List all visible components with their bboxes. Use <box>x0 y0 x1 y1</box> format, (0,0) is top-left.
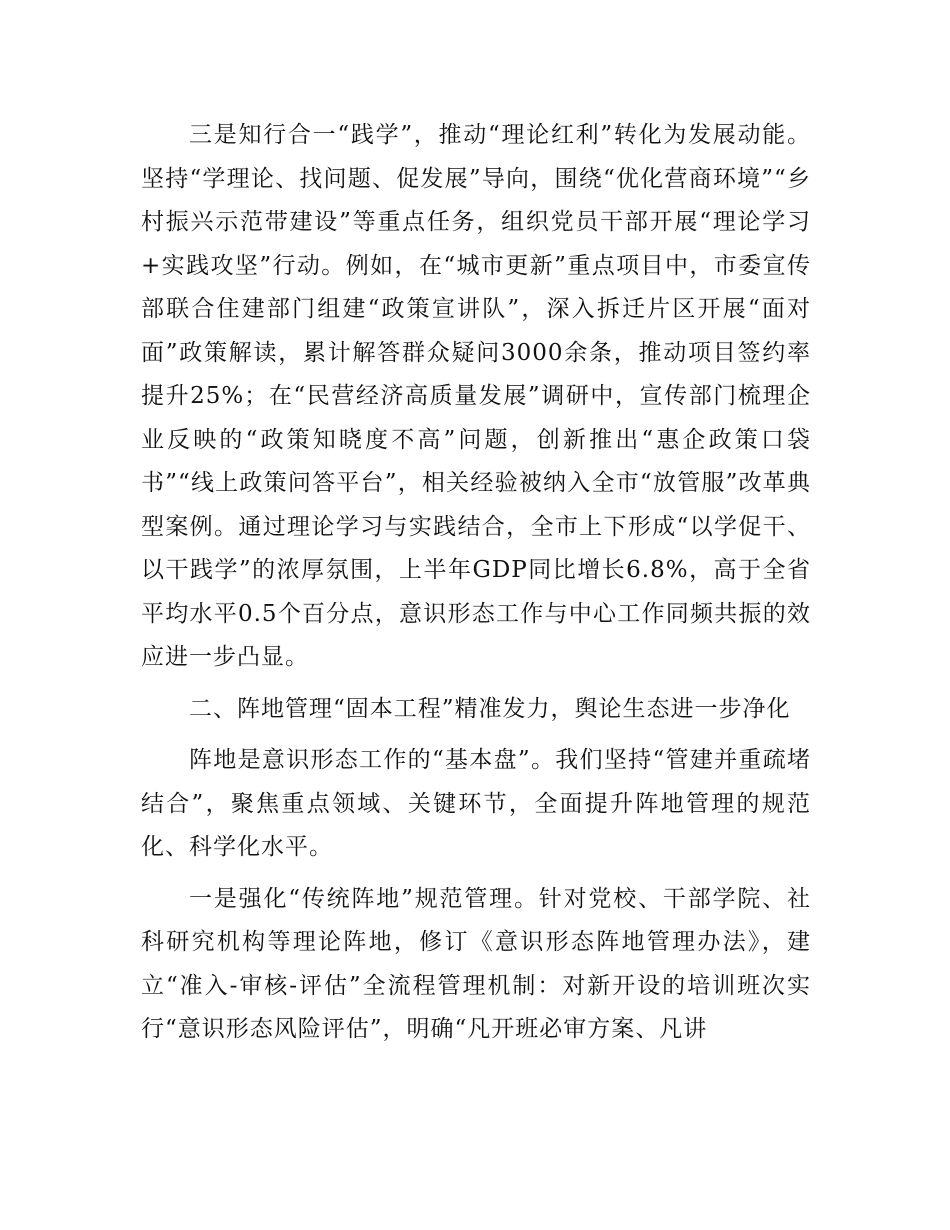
section-heading-position-management: 二、阵地管理“固本工程”精准发力，舆论生态进一步净化 <box>189 695 791 722</box>
paragraph-position-intro: 阵地是意识形态工作的“基本盘”。我们坚持“管建并重疏堵结合”，聚焦重点领域、关键环节，全面提升阵地管理的规范化、科学化水平。 <box>141 747 811 860</box>
paragraph-traditional-position: 一是强化“传统阵地”规范管理。针对党校、干部学院、社科研究机构等理论阵地，修订《意识形态阵地管理办法》，建立“准入-审核-评估”全流程管理机制：对新开设的培训班次实行“意识形态风险评估”，明确“凡开班必审方案、凡讲 <box>141 885 811 1042</box>
document-body <box>141 114 811 1060</box>
paragraph-practice-learning: 三是知行合一“践学”，推动“理论红利”转化为发展动能。坚持“学理论、找问题、促发展”导向，围绕“优化营商环境”“乡村振兴示范带建设”等重点任务，组织党员干部开展“理论学习+实践攻坚”行动。例如，在“城市更新”重点项目中，市委宣传部联合住建部门组建“政策宣讲队”，深入拆迁片区开展“面对面”政策解读，累计解答群众疑问3000余条，推动项目签约率提升25%；在“民营经济高质量发展”调研中，宣传部门梳理企业反映的“政策知晓度不高”问题，创新推出“惠企政策口袋书”“线上政策问答平台”，相关经验被纳入全市“放管服”改革典型案例。通过理论学习与实践结合，全市上下形成“以学促干、以干践学”的浓厚氛围，上半年GDP同比增长6.8%，高于全省平均水平0.5个百分点，意识形态工作与中心工作同频共振的效应进一步凸显。 <box>141 122 811 670</box>
